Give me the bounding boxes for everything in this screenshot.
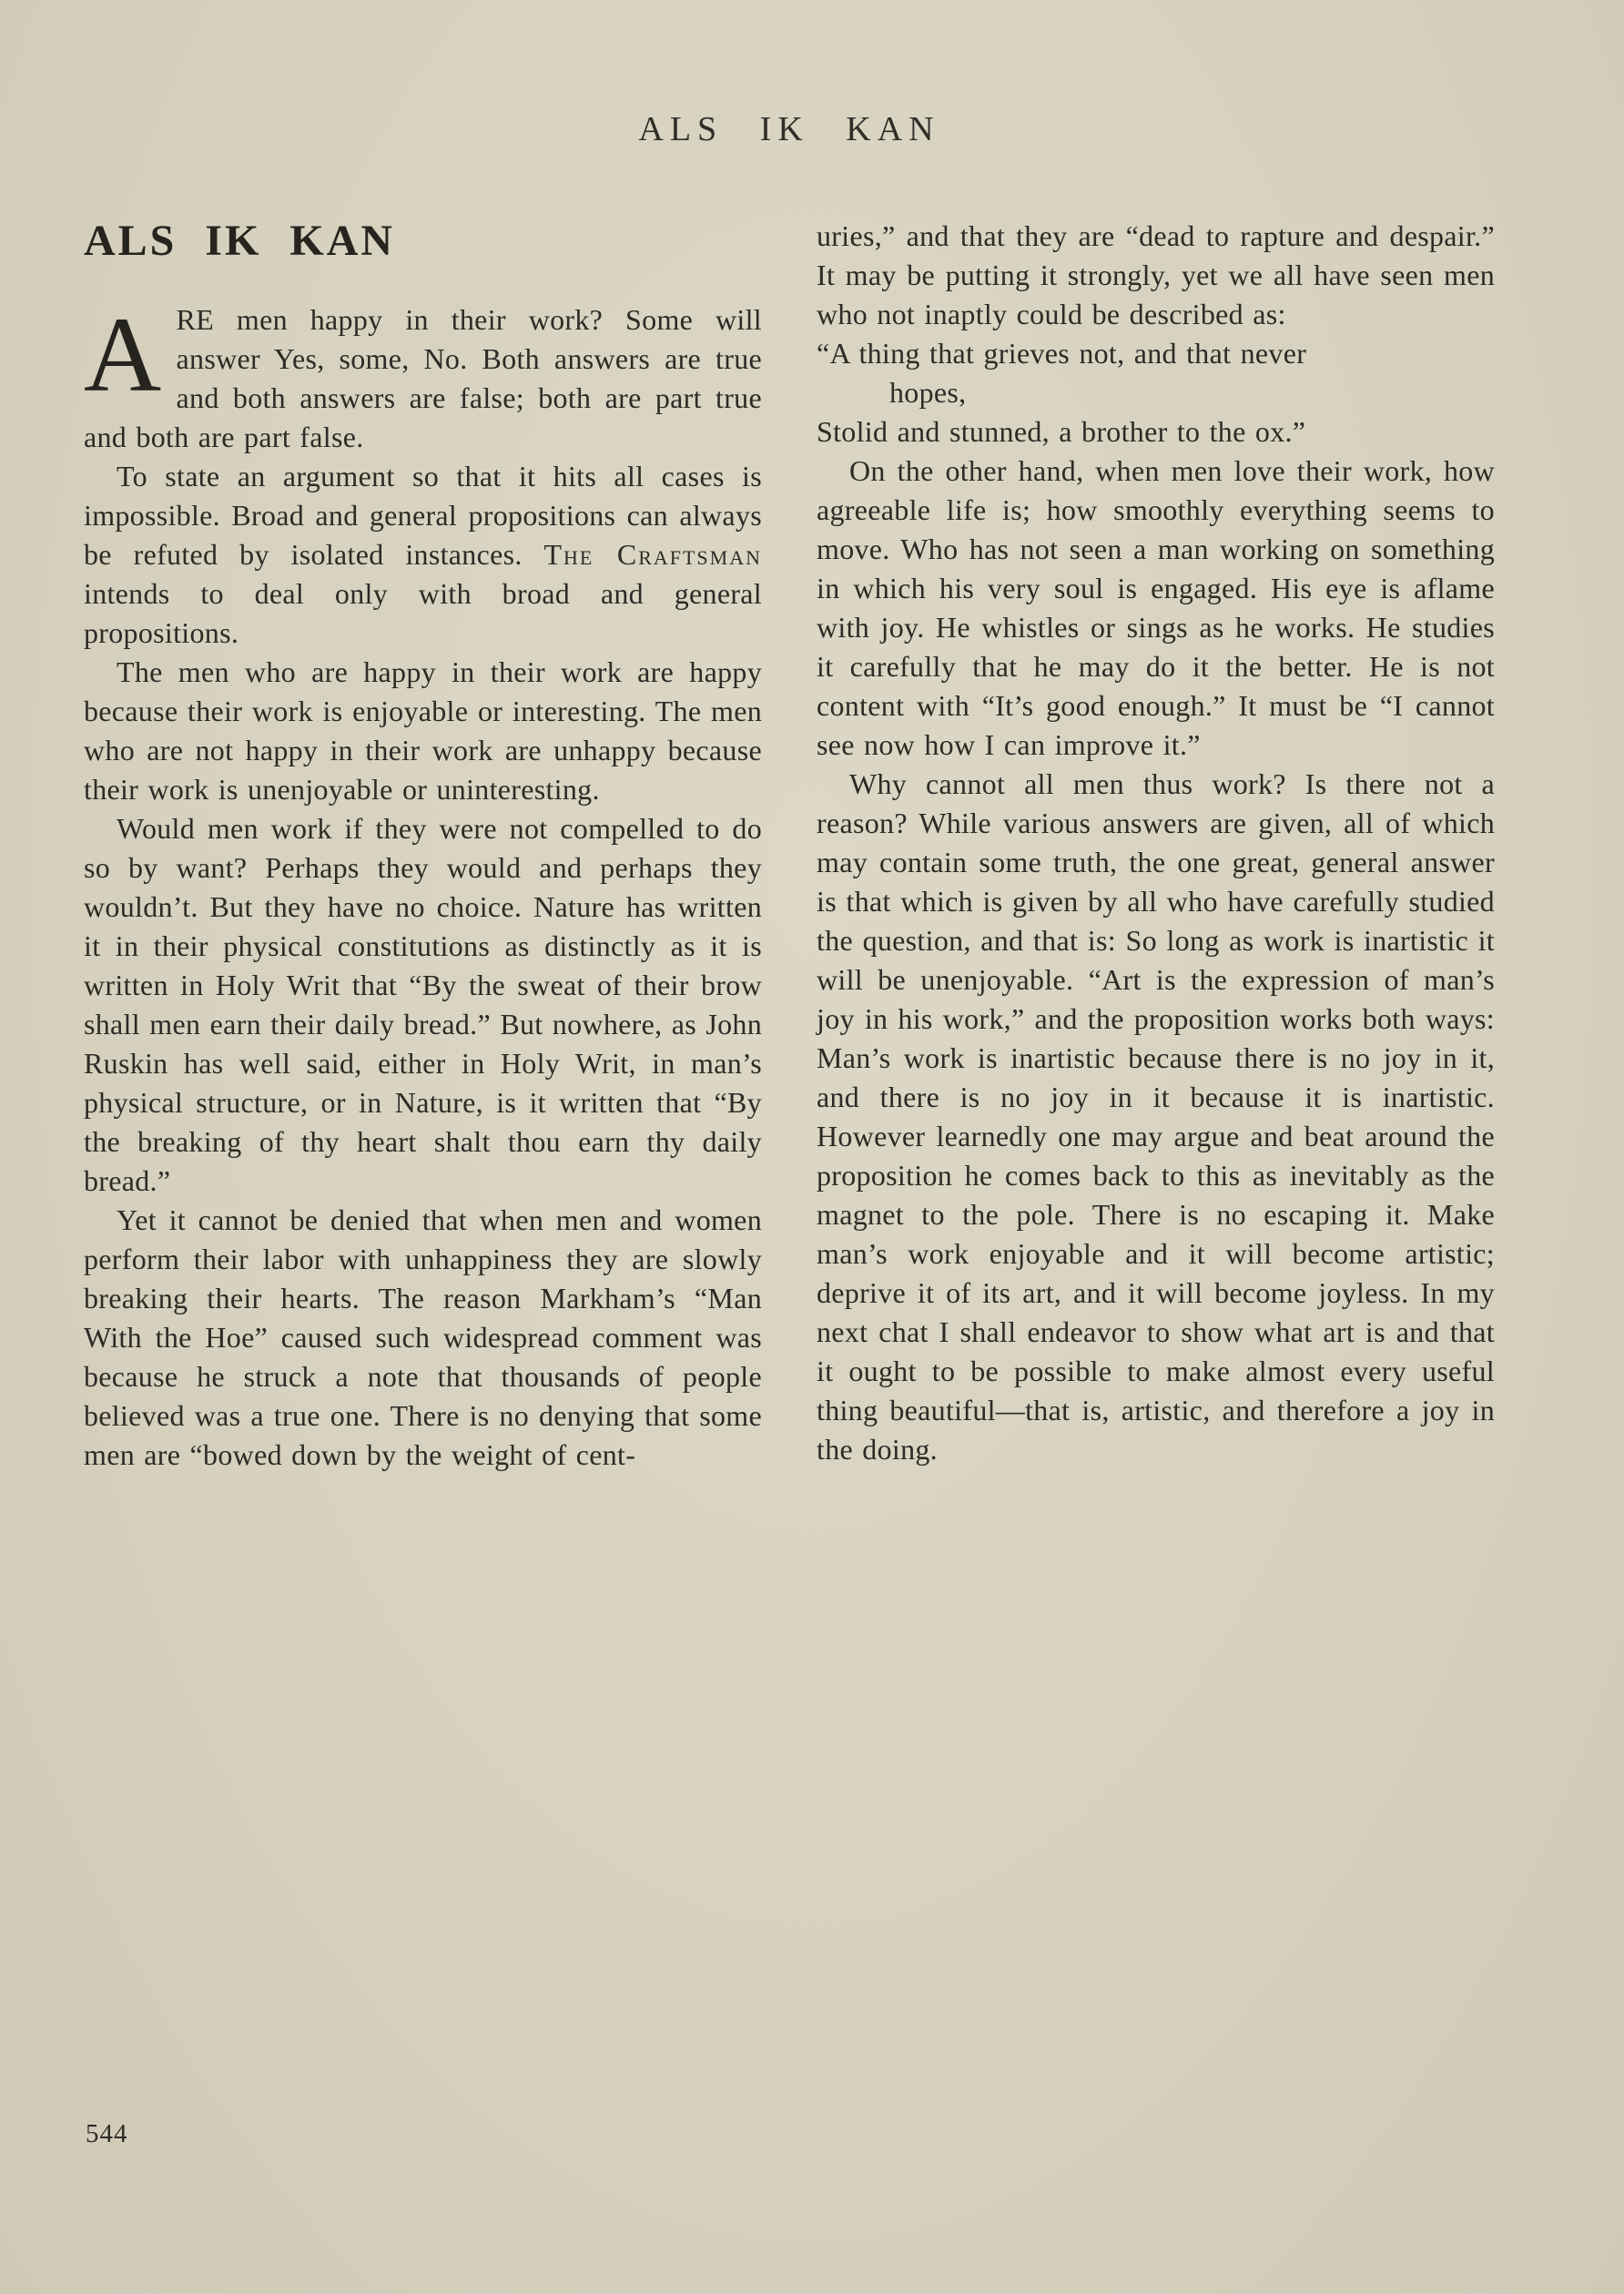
right-column: [817, 217, 1495, 1475]
paragraph: [84, 457, 762, 653]
text-columns: [84, 217, 1495, 1475]
paragraph: The men who are happy in their work are happy because their work is enjoyable or interesting. The men who are not happy in their work are unhappy because their work is unenjoyable or uninteresting.: [84, 655, 762, 806]
paragraph: Yet it cannot be denied that when men and women perform their labor with unhappiness they are slowly breaking their hearts. The reason Markham’s “Man With the Hoe” caused such widespread comment was because he struck a note that thousands of people believed was a true one. There is no denying that some men are “bowed down by the weight of cent-: [84, 1203, 762, 1471]
small-caps-text: The Craftsman: [543, 538, 762, 571]
paragraph: ARE men happy in their work? Some will answer Yes, some, No. Both answers are true and both answers are false; both are part true and both are part false.: [84, 295, 762, 453]
text-run: intends to deal only with broad and general propositions.: [84, 577, 762, 649]
text-run: To state an argument so that it hits all cases is impossible. Broad and general propositions can always be refuted by isolated instances.: [84, 460, 762, 571]
paragraph: Would men work if they were not compelled to do so by want? Perhaps they would and perhaps they wouldn’t. But they have no choice. Nature has written it in their physical constitutions as distinctly as it is written in Holy Writ that “By the sweat of their brow shall men earn their daily bread.” But nowhere, as John Ruskin has well said, either in Holy Writ, in man’s physical structure, or in Nature, is it written that “By the breaking of thy heart shalt thou earn thy daily bread.”: [84, 812, 762, 1197]
paragraph: uries,” and that they are “dead to rapture and despair.” It may be putting it strongly, yet we all have seen men who not inaptly could be described as:: [817, 219, 1495, 330]
left-column: [84, 217, 762, 1475]
verse-quote: [817, 334, 1495, 452]
running-header: ALS IK KAN: [638, 110, 940, 148]
paragraph: Why cannot all men thus work? Is there not a reason? While various answers are given, all of which may contain some truth, the one great, general answer is that which is given by all who have carefully studied the question, and that is: So long as work is inartistic it will be unenjoyable. “Art is the expression of man’s joy in his work,” and the proposition works both ways: Man’s work is inartistic because there is no joy in it, and there is no joy in it because it is inartistic. However learnedly one may argue and beat around the proposition he comes back to this as inevitably as the magnet to the pole. There is no escaping it. Make man’s work enjoyable and it will become artistic; deprive it of its art, and it will become joyless. In my next chat I shall endeavor to show what art is and that it ought to be possible to make almost every useful thing beautiful—that is, artistic, and therefore a joy in the doing.: [817, 767, 1495, 1466]
verse-line: “A thing that grieves not, and that never: [817, 337, 1307, 370]
left-column-paragraphs: [84, 295, 762, 1475]
paragraph: On the other hand, when men love their work, how agreeable life is; how smoothly everything seems to move. Who has not seen a man working on something in which his very soul is engaged. His eye is aflame with joy. He whistles or sings as he works. He studies it carefully that he may do it the better. He is not content with “It’s good enough.” It must be “I cannot see now how I can improve it.”: [817, 454, 1495, 761]
page-number: 544: [86, 2119, 128, 2148]
article-title: ALS IK KAN: [84, 217, 396, 265]
verse-line: hopes,: [889, 376, 967, 409]
drop-cap: A: [84, 295, 162, 414]
verse-line: Stolid and stunned, a brother to the ox.”: [817, 415, 1306, 448]
right-column-paragraphs: [817, 217, 1495, 1469]
